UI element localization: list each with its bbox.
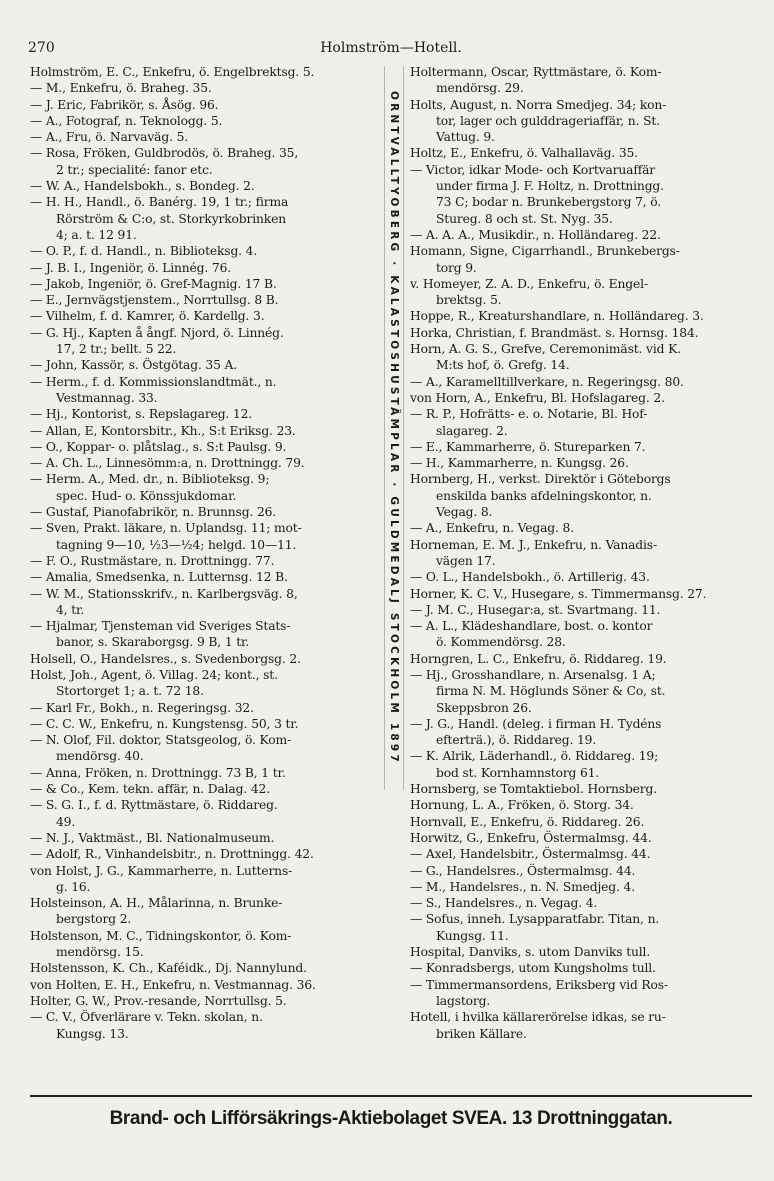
directory-entry-line: Hornvall, E., Enkefru, ö. Riddareg. 26. [410,814,645,829]
directory-entry-line: mendörsg. 40. [56,749,144,764]
directory-entry-line: v. Homeyer, Z. A. D., Enkefru, ö. Engel- [410,276,648,291]
directory-entry-line: — A., Fru, ö. Narvaväg. 5. [30,130,189,145]
footer-advertisement: Brand- och Lifförsäkrings-Aktiebolaget SVEA. 13 Drottninggatan. [109,1108,673,1129]
directory-entry-line: — Hj., Kontorist, s. Repslagareg. 12. [30,407,253,422]
directory-entry-line: — F. O., Rustmästare, n. Drottningg. 77. [30,553,275,568]
side-advertisement-strip [384,66,404,790]
directory-entry-line: — Konradsbergs, utom Kungsholms tull. [410,961,656,976]
directory-entry-line: Horneman, E. M. J., Enkefru, n. Vanadis- [410,537,657,552]
footer-rule [30,1095,752,1097]
directory-entry-line: tor, lager och gulddrageriaffär, n. St. [436,113,660,128]
directory-entry-line: Hornsberg, se Tomtaktiebol. Hornsberg. [410,782,658,797]
directory-entry-line: Hornberg, H., verkst. Direktör i Göteborgs [410,472,671,487]
directory-entry-line: — Sofus, inneh. Lysapparatfabr. Titan, n. [410,912,660,927]
directory-entry-line: Holtermann, Oscar, Ryttmästare, ö. Kom- [410,65,662,79]
directory-entry-line: — Herm., f. d. Kommissionslandtmät., n. [30,374,277,389]
directory-entry-line: — Karl Fr., Bokh., n. Regeringsg. 32. [30,700,254,715]
directory-entry-line: g. 16. [56,879,91,894]
directory-entry-line: Horn, A. G. S., Grefve, Ceremonimäst. vid K. [410,342,681,357]
directory-entry-line: — J. M. C., Husegar:a, st. Svartmang. 11. [410,602,661,617]
directory-entry-line: Stureg. 8 och st. St. Nyg. 35. [436,211,613,226]
directory-entry-line: — H., Kammarherre, n. Kungsg. 26. [410,456,629,471]
directory-entry-line: banor, s. Skaraborgsg. 9 B, 1 tr. [56,635,250,650]
directory-entry-line: von Horn, A., Enkefru, Bl. Hofslagareg. 2. [410,390,665,405]
directory-entry-line: von Holst, J. G., Kammarherre, n. Lutterns- [30,863,293,878]
directory-entry-line: Holst, Joh., Agent, ö. Villag. 24; kont., st. [30,667,278,682]
directory-entry-line: — & Co., Kem. tekn. affär, n. Dalag. 42. [30,782,270,797]
directory-entry-line: — A. A. A., Musikdir., n. Holländareg. 22. [410,227,661,242]
directory-entry-line: — C. C. W., Enkefru, n. Kungstensg. 50, 3 tr. [30,716,299,731]
directory-entry-line: mendörsg. 15. [56,945,144,960]
directory-entry-line: — M., Enkefru, ö. Braheg. 35. [30,81,212,96]
directory-entry-line: — W. M., Stationsskrifv., n. Karlbergsväg. 8, [30,586,298,601]
directory-entry-line: mendörsg. 29. [436,81,524,96]
directory-entry-line: — A., Enkefru, n. Vegag. 8. [410,521,574,536]
directory-entry-line: firma N. M. Höglunds Söner & Co, st. [436,684,666,699]
directory-entry-line: Vattug. 9. [436,130,495,145]
running-title: Holmström—Hotell. [320,40,462,56]
directory-entry-line: Holsteinson, A. H., Målarinna, n. Brunke- [30,896,283,911]
directory-entry-line: — Allan, E, Kontorsbitr., Kh., S:t Eriksg. 23. [30,423,296,438]
directory-entry-line: Holsell, O., Handelsres., s. Svedenborgsg. 2. [30,651,301,666]
directory-entry-line: 4, tr. [56,602,85,617]
directory-entry-line: vägen 17. [436,553,496,568]
directory-entry-line: — Herm. A., Med. dr., n. Biblioteksg. 9; [30,472,270,487]
directory-entry-line: spec. Hud- o. Könssjukdomar. [56,488,237,503]
directory-entry-line: — N. J., Vaktmäst., Bl. Nationalmuseum. [30,830,275,845]
directory-entry-line: — N. Olof, Fil. doktor, Statsgeolog, ö. Kom- [30,733,291,748]
directory-entry-line: Holmström, E. C., Enkefru, ö. Engelbrektsg. 5. [30,65,315,79]
directory-entry-line: Kungsg. 13. [56,1026,129,1041]
directory-entry-line: — Hjalmar, Tjensteman vid Sveriges Stats- [30,619,291,634]
directory-entry-line: ö. Kommendörsg. 28. [436,635,566,650]
directory-entry-line: — S., Handelsres., n. Vegag. 4. [410,896,598,911]
directory-entry-line: Vestmannag. 33. [56,390,158,405]
directory-entry-line: — G., Handelsres., Östermalmsg. 44. [410,863,636,878]
directory-entry-line: — Vilhelm, f. d. Kamrer, ö. Kardellg. 3. [30,309,265,324]
directory-entry-line: — A., Fotograf, n. Teknologg. 5. [30,113,223,128]
directory-entry-line: — K. Alrik, Läderhandl., ö. Riddareg. 19; [410,749,659,764]
directory-entry-line: Skeppsbron 26. [436,700,532,715]
directory-entry-line: — Hj., Grosshandlare, n. Arsenalsg. 1 A; [410,667,656,682]
directory-entry-line: efterträ.), ö. Riddareg. 19. [436,733,597,748]
directory-entry-line: — H. H., Handl., ö. Banérg. 19, 1 tr.; firma [30,195,289,210]
directory-entry-line: — A., Karamelltillverkare, n. Regeringsg. 80. [410,374,684,389]
directory-entry-line: — A. L., Klädeshandlare, bost. o. kontor [410,619,653,634]
directory-entry-line: Hotell, i hvilka källarerörelse idkas, se ru- [410,1010,666,1025]
directory-entry-line: under firma J. F. Holtz, n. Drottningg. [436,179,664,194]
directory-entry-line: — O. P., f. d. Handl., n. Biblioteksg. 4. [30,244,258,259]
directory-entry-line: bergstorg 2. [56,912,132,927]
directory-entry-line: — Victor, idkar Mode- och Kortvaruaffär [410,162,656,177]
directory-entry-line: slagareg. 2. [436,423,508,438]
directory-entry-line: 49. [56,814,76,829]
directory-entry-line: Holstenson, M. C., Tidningskontor, ö. Kom- [30,928,292,943]
left-column [30,64,380,1042]
directory-entry-line: — Axel, Handelsbitr., Östermalmsg. 44. [410,847,651,862]
directory-entry-line: — Gustaf, Pianofabrikör, n. Brunnsg. 26. [30,505,277,520]
directory-entry-line: 17, 2 tr.; bellt. 5 22. [56,342,177,357]
directory-entry-line: — E., Jernvägstjenstem., Norrtullsg. 8 B. [30,293,279,308]
page-number: 270 [28,40,55,56]
directory-entry-line: Homann, Signe, Cigarrhandl., Brunkebergs- [410,244,680,259]
directory-entry-line: Rörström & C:o, st. Storkyrkobrinken [56,211,286,226]
directory-entry-line: 73 C; bodar n. Brunkebergstorg 7, ö. [436,195,662,210]
directory-entry-line: — O. L., Handelsbokh., ö. Artillerig. 43. [410,570,650,585]
directory-entry-line: — J. G., Handl. (deleg. i firman H. Tydéns [410,716,662,731]
page-header [28,40,754,62]
directory-entry-line: Holts, August, n. Norra Smedjeg. 34; kon- [410,97,667,112]
directory-entry-line: lagstorg. [436,993,491,1008]
directory-entry-line: — Sven, Prakt. läkare, n. Uplandsg. 11; mot- [30,521,302,536]
directory-entry-line: Hoppe, R., Kreaturshandlare, n. Holländareg. 3. [410,309,704,324]
directory-entry-line: — A. Ch. L., Linnesömm:a, n. Drottningg. 79. [30,456,305,471]
directory-entry-line: von Holten, E. H., Enkefru, n. Vestmannag. 36. [30,977,316,992]
directory-entry-line: Holstensson, K. Ch., Kaféidk., Dj. Nannylund. [30,961,307,976]
directory-entry-line: Holter, G. W., Prov.-resande, Norrtullsg. 5. [30,993,287,1008]
directory-entry-line: — Timmermansordens, Eriksberg vid Ros- [410,977,668,992]
directory-entry-line: enskilda banks afdelningskontor, n. [436,488,652,503]
directory-entry-line: tagning 9—10, ½3—½4; helgd. 10—11. [56,537,297,552]
directory-entry-line: Stortorget 1; a. t. 72 18. [56,684,204,699]
directory-entry-line: — Anna, Fröken, n. Drottningg. 73 B, 1 tr. [30,765,286,780]
directory-entry-line: Hospital, Danviks, s. utom Danviks tull. [410,945,651,960]
directory-entry-line: Holtz, E., Enkefru, ö. Valhallaväg. 35. [410,146,638,161]
directory-entry-line: — Amalia, Smedsenka, n. Lutternsg. 12 B. [30,570,288,585]
directory-entry-line: — John, Kassör, s. Östgötag. 35 A. [30,358,238,373]
directory-entry-line: — Adolf, R., Vinhandelsbitr., n. Drottningg. 42. [30,847,314,862]
right-column [410,64,760,1042]
directory-entry-line: Horka, Christian, f. Brandmäst. s. Hornsg. 184. [410,325,699,340]
directory-entry-line: briken Källare. [436,1026,527,1041]
side-advertisement-text: ORNTVALLTYOBERG · KALASTOSHUSTÄMPLAR · GULDMEDALJ STOCKHOLM 1897 [388,91,400,765]
directory-entry-line: bod st. Kornhamnstorg 61. [436,765,600,780]
directory-entry-line: torg 9. [436,260,477,275]
directory-entry-line: — Jakob, Ingeniör, ö. Gref-Magnig. 17 B. [30,276,277,291]
directory-entry-line: Hornung, L. A., Fröken, ö. Storg. 34. [410,798,634,813]
directory-entry-line: — J. B. I., Ingeniör, ö. Linnég. 76. [30,260,232,275]
directory-entry-line: — J. Eric, Fabrikör, s. Åsög. 96. [30,97,219,112]
directory-entry-line: M:ts hof, ö. Grefg. 14. [436,358,570,373]
directory-entry-line: — G. Hj., Kapten å ångf. Njord, ö. Linnég. [30,325,284,340]
directory-entry-line: — Rosa, Fröken, Guldbrodös, ö. Braheg. 35, [30,146,299,161]
directory-entry-line: Vegag. 8. [436,505,493,520]
directory-entry-line: 4; a. t. 12 91. [56,227,137,242]
directory-entry-line: Horner, K. C. V., Husegare, s. Timmermansg. 27. [410,586,707,601]
directory-entry-line: — C. V., Öfverlärare v. Tekn. skolan, n. [30,1010,263,1025]
directory-entry-line: Kungsg. 11. [436,928,509,943]
directory-entry-line: Horngren, L. C., Enkefru, ö. Riddareg. 19. [410,651,667,666]
directory-entry-line: — R. P., Hofrätts- e. o. Notarie, Bl. Hof- [410,407,648,422]
directory-entry-line: brektsg. 5. [436,293,502,308]
directory-entry-line: — M., Handelsres., n. N. Smedjeg. 4. [410,879,635,894]
directory-entry-line: Horwitz, G., Enkefru, Östermalmsg. 44. [410,830,652,845]
directory-entry-line: — W. A., Handelsbokh., s. Bondeg. 2. [30,179,255,194]
directory-entry-line: — E., Kammarherre, ö. Stureparken 7. [410,439,646,454]
directory-entry-line: 2 tr.; specialité: fanor etc. [56,162,213,177]
directory-entry-line: — S. G. I., f. d. Ryttmästare, ö. Riddareg. [30,798,278,813]
directory-entry-line: — O., Koppar- o. plåtslag., s. S:t Paulsg. 9. [30,439,287,454]
